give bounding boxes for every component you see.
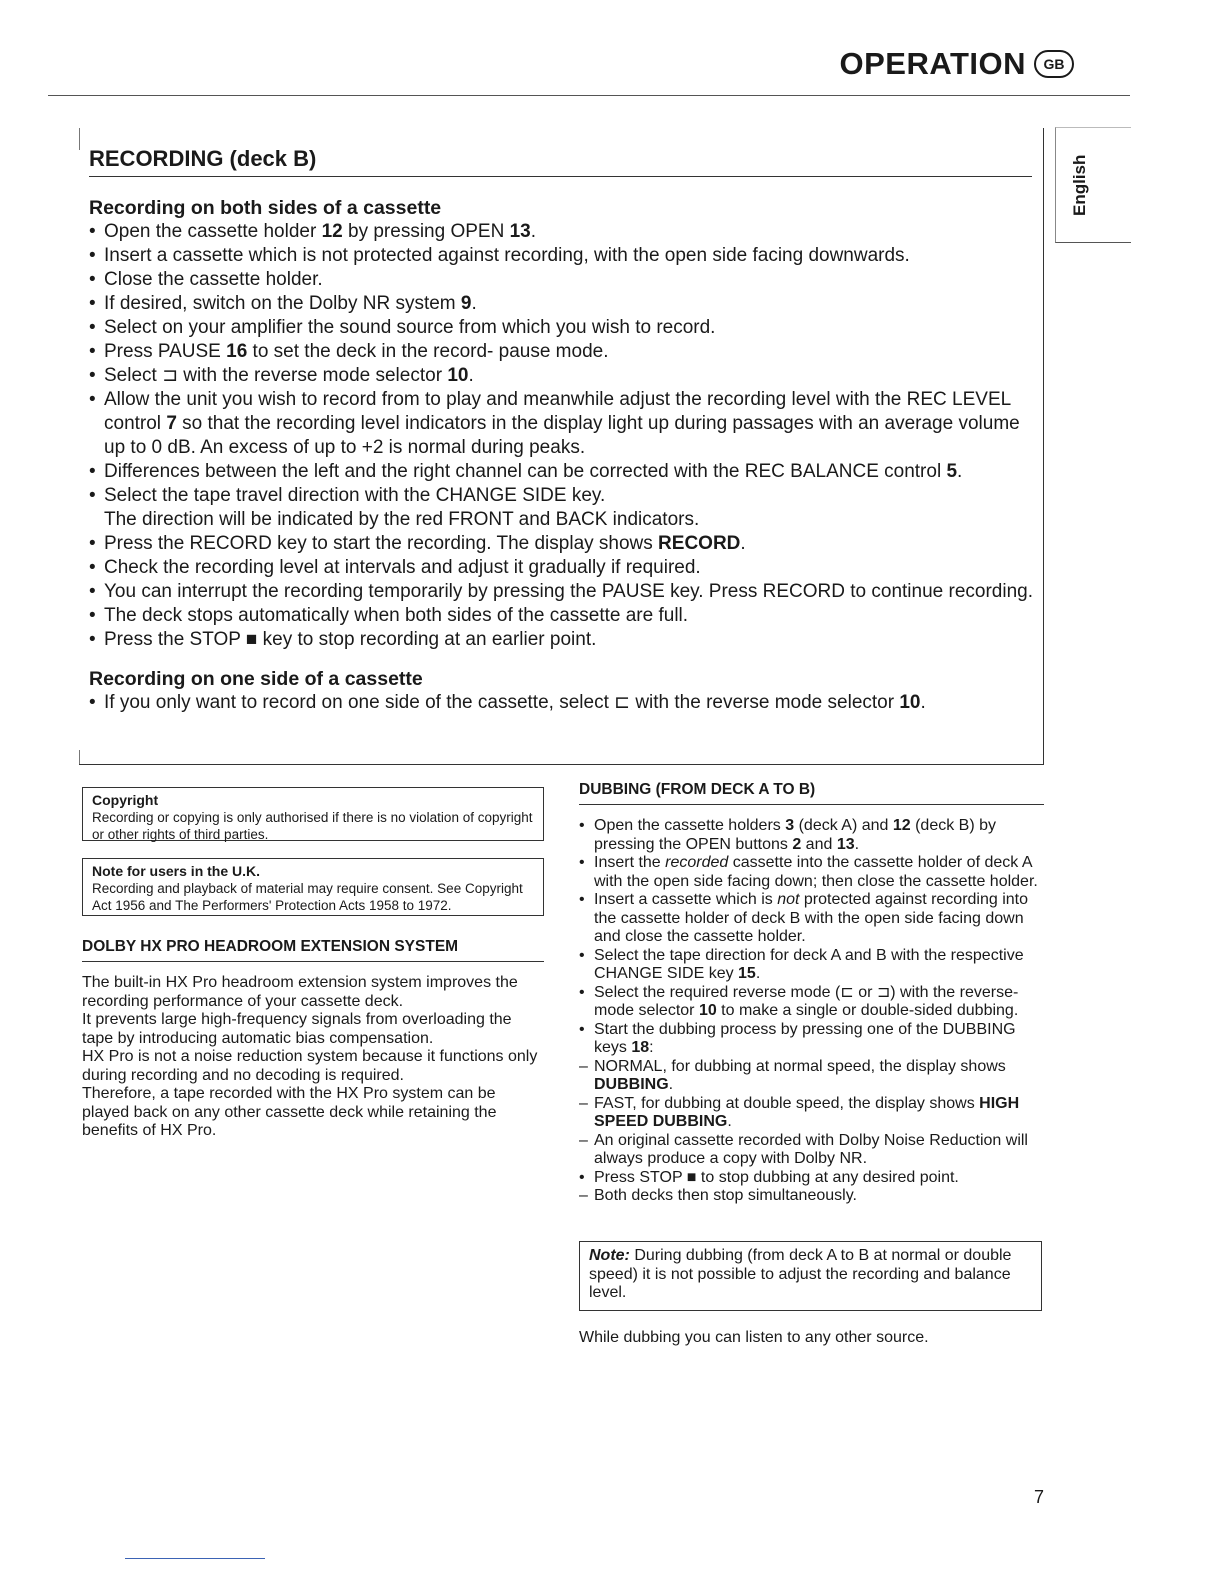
note-label: Note: [589,1247,630,1264]
copyright-title: Copyright [92,792,159,808]
both-sides-steps [89,220,1039,652]
uk-note-box [82,858,544,916]
uk-note-title: Note for users in the U.K. [92,863,261,879]
recording-title: RECORDING (deck B) [89,146,1032,177]
recording-section [79,128,1044,765]
right-column [579,781,1044,1206]
copyright-text: Recording or copying is only authorised if there is no violation of copyright or other rights of third parties. [92,810,533,842]
dolby-heading: DOLBY HX PRO HEADROOM EXTENSION SYSTEM [82,938,544,962]
both-sides-heading: Recording on both sides of a cassette [89,197,442,219]
list-item: • Check the recording level at intervals and adjust it gradually if required. [89,556,1039,580]
list-item: • Select the tape travel direction with the CHANGE SIDE key. The direction will be indicated by the red FRONT and BACK indicators. [89,484,1039,532]
dubbing-steps [579,817,1044,1206]
paragraph: It prevents large high-frequency signals from overloading the tape by introducing automatic bias compensation. [82,1011,512,1047]
list-item: • Press PAUSE 16 to set the deck in the record- pause mode. [89,340,1039,364]
list-item: • Close the cassette holder. [89,268,1039,292]
uk-note-text: Recording and playback of material may require consent. See Copyright Act 1956 and The Performers' Protection Acts 1958 to 1972. [92,881,523,913]
reverse-both-icon: ⊐ [162,365,179,386]
page-header [840,46,1075,82]
left-column [82,787,544,1141]
footer-text: While dubbing you can listen to any other source. [579,1329,929,1346]
copyright-box [82,787,544,841]
paragraph: Therefore, a tape recorded with the HX Pro system can be played back on any other cassette deck while retaining the benefits of HX Pro. [82,1085,497,1139]
language-tab-label: English [1070,154,1089,216]
stop-icon: ■ [245,629,258,650]
list-item: • Open the cassette holder 12 by pressing OPEN 13. [89,220,1039,244]
dolby-text [82,974,544,1141]
gb-badge: GB [1034,50,1074,78]
list-item: • Start the dubbing process by pressing one of the DUBBING keys 18: [579,1021,1044,1058]
list-item: • Press STOP ■ to stop dubbing at any desired point. [579,1169,1044,1188]
list-item: • Select the required reverse mode (⊏ or ⊐) with the reverse-mode selector 10 to make a single or double-sided dubbing. [579,984,1044,1021]
list-item: • Differences between the left and the right channel can be corrected with the REC BALANCE control 5. [89,460,1039,484]
language-tab [1055,127,1131,243]
page-number: 7 [1034,1487,1045,1507]
box-corner-mark [79,128,80,150]
list-item: • Insert the recorded cassette into the cassette holder of deck A with the open side facing down; then close the cassette holder. [579,854,1044,891]
reverse-both-icon: ⊐ [876,983,891,1001]
list-item: • Select the tape direction for deck A and B with the respective CHANGE SIDE key 15. [579,947,1044,984]
list-item: • If desired, switch on the Dolby NR system 9. [89,292,1039,316]
paragraph: The built-in HX Pro headroom extension system improves the recording performance of your cassette deck. [82,974,518,1010]
list-item: • Allow the unit you wish to record from to play and meanwhile adjust the recording level with the REC LEVEL control 7 so that the recording level indicators in the display light up during passages with an average volume up to 0 dB. An excess of up to +2 is normal during peaks. [89,388,1039,460]
list-item: – An original cassette recorded with Dolby Noise Reduction will always produce a copy with Dolby NR. [579,1132,1044,1169]
recording-content [89,196,1039,715]
list-item: • Select ⊐ with the reverse mode selector 10. [89,364,1039,388]
one-side-heading: Recording on one side of a cassette [89,668,423,690]
box-corner-mark [79,750,80,764]
stop-icon: ■ [686,1168,697,1186]
list-item: • Press the STOP ■ key to stop recording at an earlier point. [89,628,1039,652]
paragraph: HX Pro is not a noise reduction system because it functions only during recording and no decoding is required. [82,1048,538,1084]
list-item: – NORMAL, for dubbing at normal speed, the display shows DUBBING. [579,1058,1044,1095]
list-item: • Insert a cassette which is not protected against recording, with the open side facing downwards. [89,244,1039,268]
list-item: – FAST, for dubbing at double speed, the display shows HIGH SPEED DUBBING. [579,1095,1044,1132]
list-item: • Select on your amplifier the sound source from which you wish to record. [89,316,1039,340]
dubbing-heading: DUBBING (FROM DECK A TO B) [579,781,1044,805]
one-side-steps [89,691,1039,715]
direction-note: The direction will be indicated by the red FRONT and BACK indicators. [104,509,700,530]
list-item: • The deck stops automatically when both sides of the cassette are full. [89,604,1039,628]
reverse-single-icon: ⊏ [614,692,631,713]
list-item: – Both decks then stop simultaneously. [579,1187,1044,1206]
header-divider [48,95,1130,96]
list-item: • Insert a cassette which is not protected against recording into the cassette holder of deck B with the open side facing down and close the cassette holder. [579,891,1044,947]
page-title: OPERATION [839,46,1026,81]
reverse-single-icon: ⊏ [840,983,854,1001]
list-item: • Press the RECORD key to start the recording. The display shows RECORD. [89,532,1039,556]
list-item: • If you only want to record on one side of the cassette, select ⊏ with the reverse mode selector 10. [89,691,1039,715]
dubbing-note-box [579,1241,1042,1311]
list-item: • You can interrupt the recording temporarily by pressing the PAUSE key. Press RECORD to continue recording. [89,580,1039,604]
bottom-rule [125,1558,265,1559]
list-item: • Open the cassette holders 3 (deck A) and 12 (deck B) by pressing the OPEN buttons 2 and 13. [579,817,1044,854]
note-text: During dubbing (from deck A to B at normal or double speed) it is not possible to adjust the recording and balance level. [589,1247,1012,1301]
